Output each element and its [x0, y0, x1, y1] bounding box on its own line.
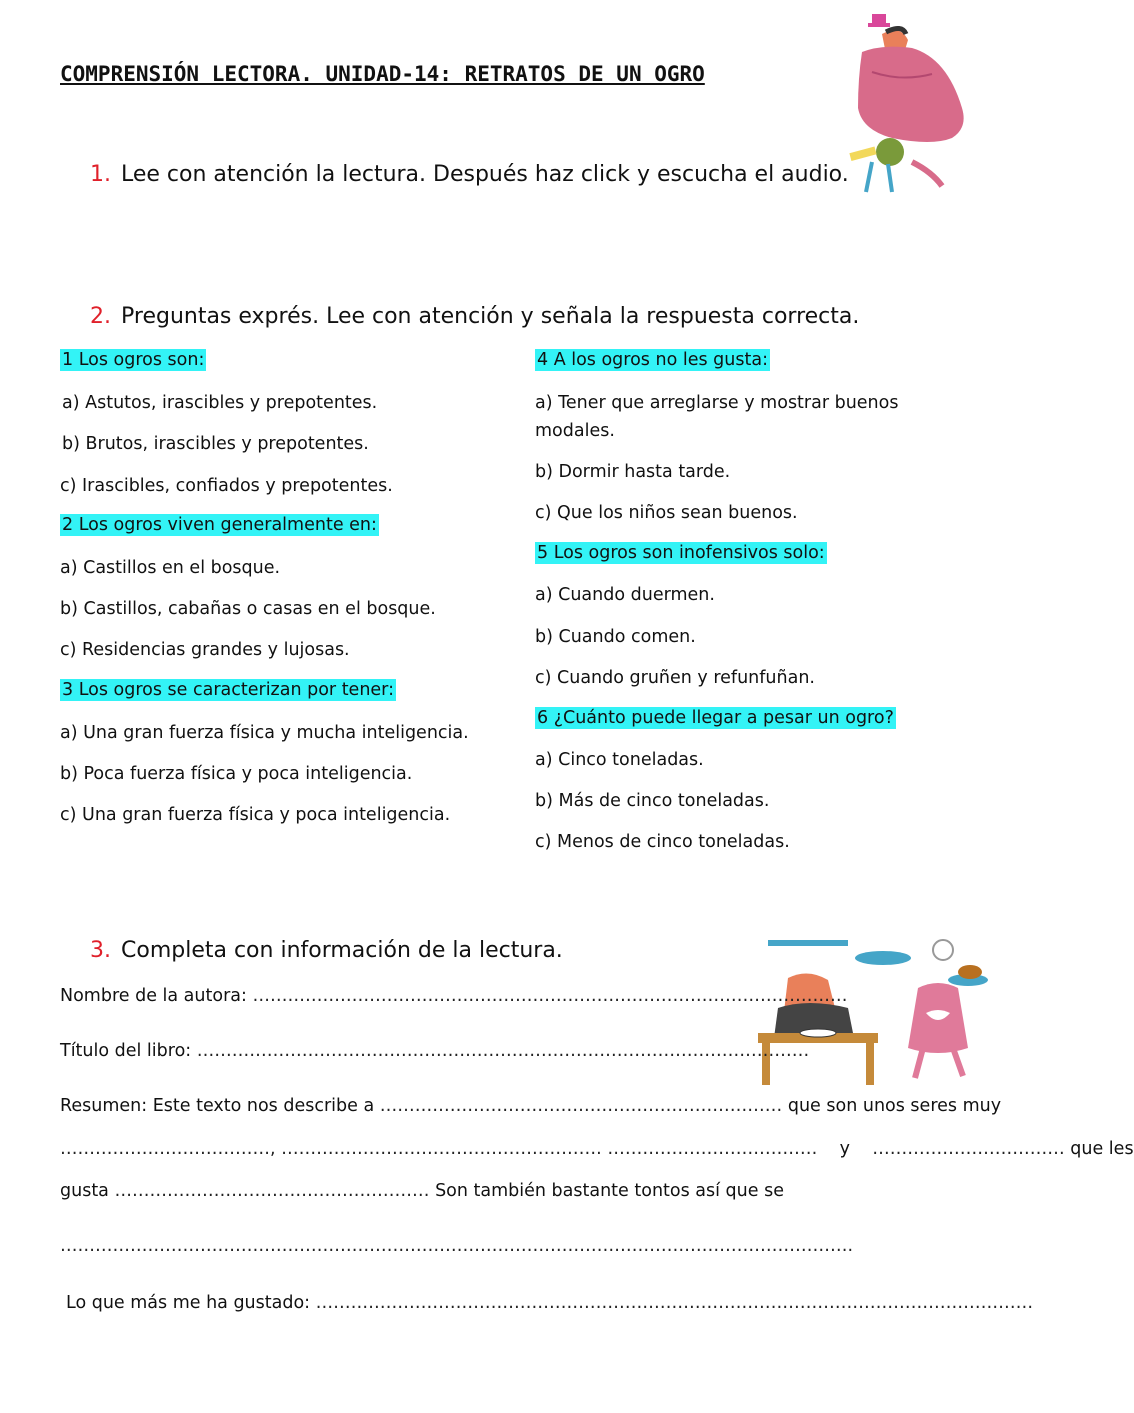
q1-option-c[interactable]: c) Irascibles, confiados y prepotentes.: [60, 476, 393, 496]
q6-option-b[interactable]: b) Más de cinco toneladas.: [535, 791, 770, 811]
question-6: 6 ¿Cuánto puede llegar a pesar un ogro?: [537, 708, 894, 728]
q3-option-c[interactable]: c) Una gran fuerza física y poca inteligencia.: [60, 805, 451, 825]
dining-ogre-illustration: [748, 938, 993, 1088]
titulo-line: Título del libro: ……………………………………………………………………………………………: [60, 1041, 810, 1061]
q4-option-c[interactable]: c) Que los niños sean buenos.: [535, 503, 798, 523]
ogre-illustration: [842, 12, 970, 197]
question-1: 1 Los ogros son:: [62, 350, 205, 370]
titulo-input[interactable]: ……………………………………………………………………………………………: [196, 1041, 810, 1061]
resumen-input-6[interactable]: ………………………………………………: [114, 1181, 430, 1201]
resumen-input-2[interactable]: ………………………………,: [60, 1139, 276, 1159]
autora-input[interactable]: …………………………………………………………………………………………: [252, 986, 848, 1006]
resumen-input-3[interactable]: ……………………………………………….: [281, 1139, 602, 1159]
resumen-line-1: Resumen: Este texto nos describe a …………………………………………………………… que son unos seres muy: [60, 1096, 1002, 1116]
resumen-input-5[interactable]: ……………………………: [872, 1139, 1065, 1159]
resumen-line-3: gusta ……………………………………………… Son también bastante tontos así que se: [60, 1181, 784, 1201]
resumen-line-4: [60, 1236, 853, 1256]
q1-option-a[interactable]: a) Astutos, irascibles y prepotentes.: [62, 393, 378, 413]
q6-option-c[interactable]: c) Menos de cinco toneladas.: [535, 832, 790, 852]
section-1-heading: 1. Lee con atención la lectura. Después haz click y escucha el audio.: [90, 162, 849, 187]
gustado-line: Lo que más me ha gustado: ……………………………………………………………………………………………………………: [66, 1293, 1034, 1313]
q2-option-b[interactable]: b) Castillos, cabañas o casas en el bosque.: [60, 599, 436, 619]
resumen-input-4[interactable]: ………………………………: [607, 1139, 818, 1159]
q4-option-a[interactable]: a) Tener que arreglarse y mostrar buenos modales.: [535, 393, 899, 441]
resumen-line-2: ………………………………, ………………………………………………. ……………………………… y …………………………… que les: [60, 1139, 1134, 1159]
q6-option-a[interactable]: a) Cinco toneladas.: [535, 750, 704, 770]
q5-option-b[interactable]: b) Cuando comen.: [535, 627, 696, 647]
question-5: 5 Los ogros son inofensivos solo:: [537, 543, 825, 563]
q2-option-c[interactable]: c) Residencias grandes y lujosas.: [60, 640, 350, 660]
q5-option-a[interactable]: a) Cuando duermen.: [535, 585, 715, 605]
q5-option-c[interactable]: c) Cuando gruñen y refunfuñan.: [535, 668, 815, 688]
resumen-input-7[interactable]: ……………………………………………………………………………………………………………………….: [60, 1236, 854, 1256]
section-2-heading: 2. Preguntas exprés. Lee con atención y señala la respuesta correcta.: [90, 304, 860, 329]
gustado-input[interactable]: ……………………………………………………………………………………………………………: [315, 1293, 1034, 1313]
question-4: 4 A los ogros no les gusta:: [537, 350, 768, 370]
autora-line: Nombre de la autora: …………………………………………………………………………………………: [60, 986, 848, 1006]
q3-option-a[interactable]: a) Una gran fuerza física y mucha inteligencia.: [60, 723, 469, 743]
resumen-input-1[interactable]: ……………………………………………………………: [379, 1096, 783, 1116]
q4-option-b[interactable]: b) Dormir hasta tarde.: [535, 462, 731, 482]
q1-option-b[interactable]: b) Brutos, irascibles y prepotentes.: [62, 434, 369, 454]
question-3: 3 Los ogros se caracterizan por tener:: [62, 680, 394, 700]
question-2: 2 Los ogros viven generalmente en:: [62, 515, 377, 535]
page-title: COMPRENSIÓN LECTORA. UNIDAD-14: RETRATOS DE UN OGRO: [60, 62, 705, 86]
q3-option-b[interactable]: b) Poca fuerza física y poca inteligencia.: [60, 764, 413, 784]
q2-option-a[interactable]: a) Castillos en el bosque.: [60, 558, 281, 578]
section-3-heading: 3. Completa con información de la lectura.: [90, 938, 563, 963]
